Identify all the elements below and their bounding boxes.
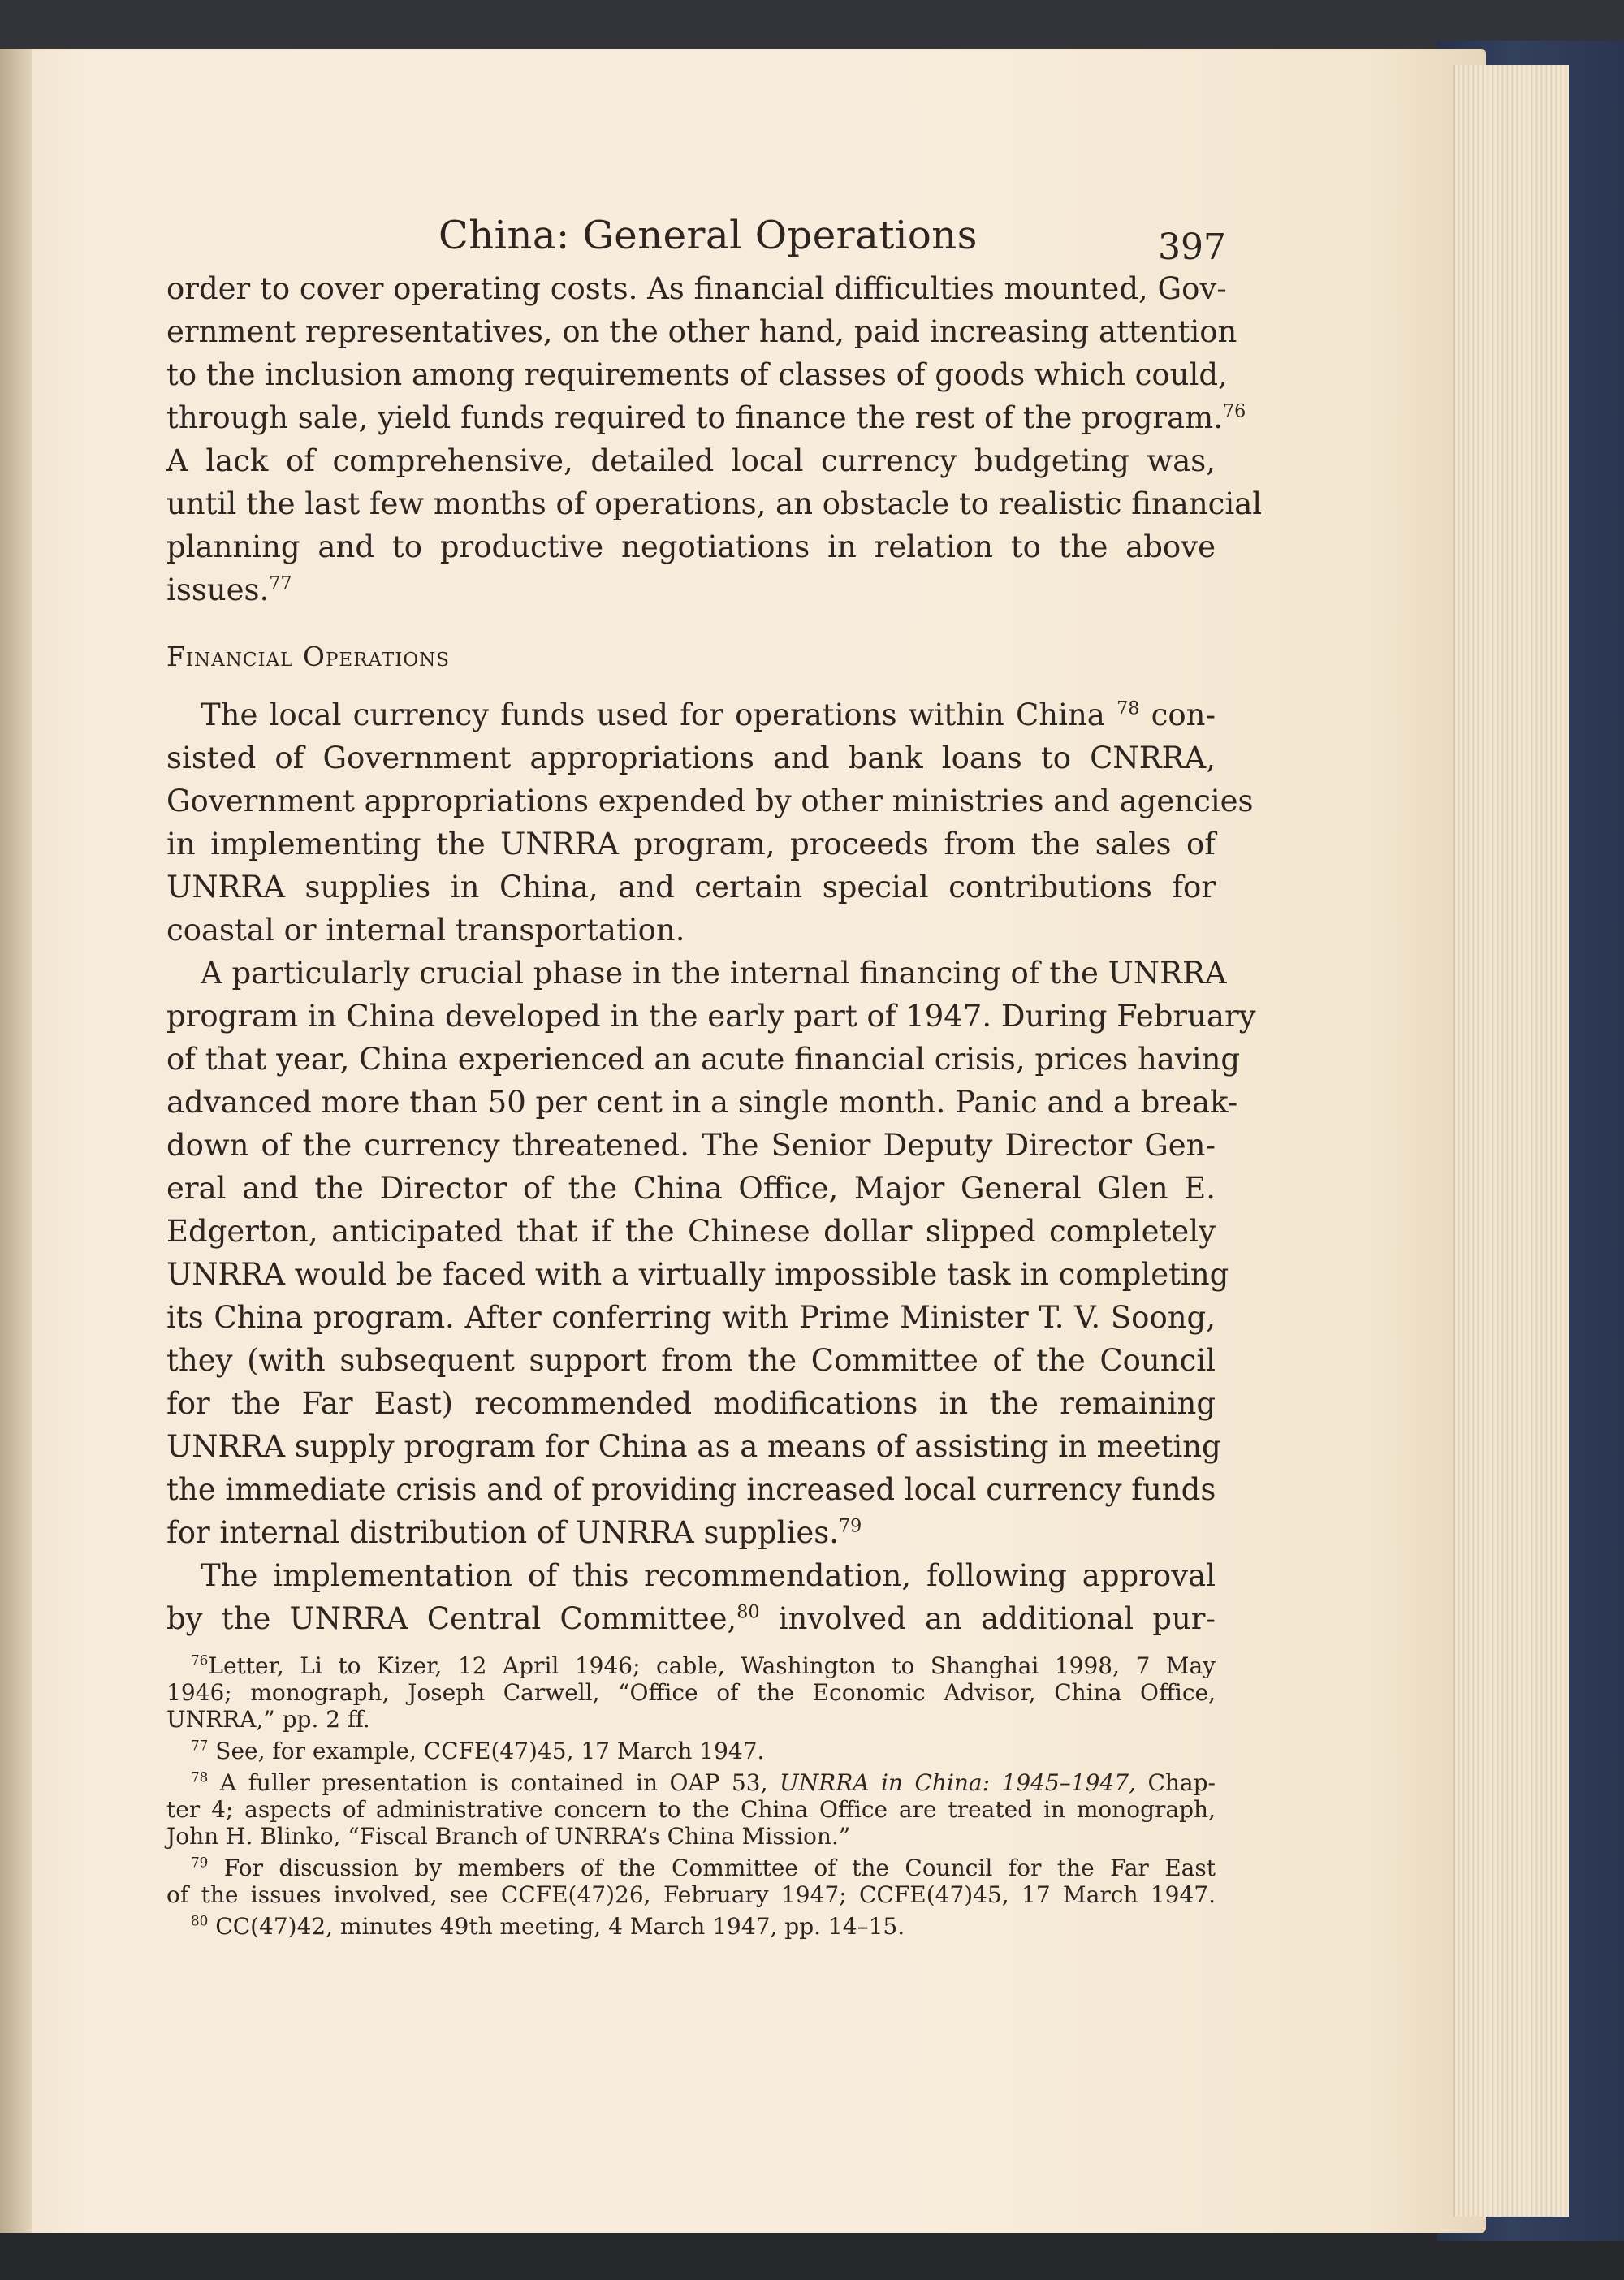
footnote-line: UNRRA,” pp. 2 ff. — [166, 1706, 370, 1733]
footnote-marker: 76 — [191, 1652, 209, 1669]
body-line: eral and the Director of the China Office, Major General Glen E. — [166, 1171, 1216, 1206]
body-line: for the Far East) recommended modifications in the remaining — [166, 1386, 1216, 1421]
body-line — [166, 397, 1246, 439]
line-text: The local currency funds used for operations within China — [201, 697, 1105, 732]
footnote-line — [166, 1738, 1216, 1764]
body-line: they (with subsequent support from the Committee of the Council — [166, 1343, 1216, 1378]
footnote-marker: 77 — [191, 1737, 209, 1754]
body-line: A lack of comprehensive, detailed local currency budgeting was, — [166, 443, 1216, 478]
footnote-text: For discussion by members of the Committee of the Council for the Far East — [223, 1855, 1216, 1881]
body-line: down of the currency threatened. The Senior Deputy Director Gen- — [166, 1128, 1216, 1163]
body-line: advanced more than 50 per cent in a single month. Panic and a break- — [166, 1085, 1238, 1120]
body-line: ernment representatives, on the other hand, paid increasing attention — [166, 314, 1237, 349]
body-line: of that year, China experienced an acute financial crisis, prices having — [166, 1042, 1241, 1077]
note-ref-77: 77 — [269, 572, 292, 594]
body-line: order to cover operating costs. As financial difficulties mounted, Gov- — [166, 271, 1227, 306]
line-text: by the UNRRA Central Committee, — [166, 1601, 737, 1636]
body-line: planning and to productive negotiations in relation to the above — [166, 529, 1216, 564]
footnote-line — [166, 1913, 1216, 1940]
body-line: UNRRA would be faced with a virtually impossible task in completing — [166, 1257, 1229, 1292]
note-ref-79: 79 — [838, 1515, 862, 1537]
footnote-line: John H. Blinko, “Fiscal Branch of UNRRA’s China Mission.” — [166, 1823, 851, 1850]
body-line: A particularly crucial phase in the internal financing of the UNRRA — [201, 956, 1227, 991]
footnote-title: UNRRA in China: 1945–1947, — [780, 1769, 1136, 1796]
footnote-marker: 80 — [191, 1912, 209, 1929]
footnote-line — [166, 1652, 1216, 1679]
line-text: for internal distribution of UNRRA supplies. — [166, 1515, 839, 1550]
body-line: UNRRA supply program for China as a means of assisting in meeting — [166, 1429, 1221, 1464]
body-line — [166, 694, 1216, 736]
footnote-line — [166, 1769, 1216, 1796]
footnote-line: of the issues involved, see CCFE(47)26, February 1947; CCFE(47)45, 17 March 1947. — [166, 1881, 1216, 1908]
body-line: until the last few months of operations, an obstacle to realistic financial — [166, 486, 1263, 521]
footnote-text: A fuller presentation is contained in OAP 53, — [219, 1769, 768, 1796]
note-ref-76: 76 — [1222, 400, 1246, 422]
footnote-marker: 79 — [191, 1854, 209, 1871]
body-line: UNRRA supplies in China, and certain special contributions for — [166, 870, 1216, 905]
body-line: in implementing the UNRRA program, proceeds from the sales of — [166, 827, 1216, 861]
body-line: sisted of Government appropriations and bank loans to CNRRA, — [166, 741, 1216, 775]
body-line: the immediate crisis and of providing increased local currency funds — [166, 1472, 1216, 1507]
line-text: issues. — [166, 572, 270, 607]
body-line: The implementation of this recommendation, following approval — [201, 1558, 1216, 1593]
note-ref-78: 78 — [1116, 697, 1140, 719]
body-line — [166, 569, 1216, 611]
body-line: Government appropriations expended by other ministries and agencies — [166, 784, 1254, 818]
page-number: 397 — [1158, 227, 1226, 268]
body-line — [166, 1598, 1216, 1640]
footnote-marker: 78 — [191, 1768, 209, 1786]
footnote-text: Chap- — [1147, 1769, 1216, 1796]
footnote-text: See, for example, CCFE(47)45, 17 March 1947. — [215, 1738, 765, 1764]
footnote-text: CC(47)42, minutes 49th meeting, 4 March 1947, pp. 14–15. — [215, 1913, 905, 1940]
line-text: con- — [1151, 697, 1216, 732]
line-text: through sale, yield funds required to finance the rest of the program. — [166, 400, 1223, 435]
section-heading: Financial Operations — [166, 641, 451, 672]
footnote-line — [166, 1855, 1216, 1881]
body-line: program in China developed in the early part of 1947. During February — [166, 999, 1256, 1034]
footnote-line: ter 4; aspects of administrative concern to the China Office are treated in monograph, — [166, 1796, 1216, 1823]
running-head: China: General Operations — [438, 213, 978, 258]
body-line — [166, 1512, 1216, 1554]
footnote-line: 1946; monograph, Joseph Carwell, “Office of the Economic Advisor, China Office, — [166, 1679, 1216, 1706]
line-text: involved an additional pur- — [778, 1601, 1216, 1636]
footnote-text: Letter, Li to Kizer, 12 April 1946; cable, Washington to Shanghai 1998, 7 May — [208, 1652, 1216, 1679]
body-line: to the inclusion among requirements of classes of goods which could, — [166, 357, 1228, 392]
note-ref-80: 80 — [736, 1601, 760, 1623]
body-line: coastal or internal transportation. — [166, 913, 685, 948]
body-line: Edgerton, anticipated that if the Chinese dollar slipped completely — [166, 1214, 1216, 1249]
body-line: its China program. After conferring with Prime Minister T. V. Soong, — [166, 1300, 1216, 1335]
